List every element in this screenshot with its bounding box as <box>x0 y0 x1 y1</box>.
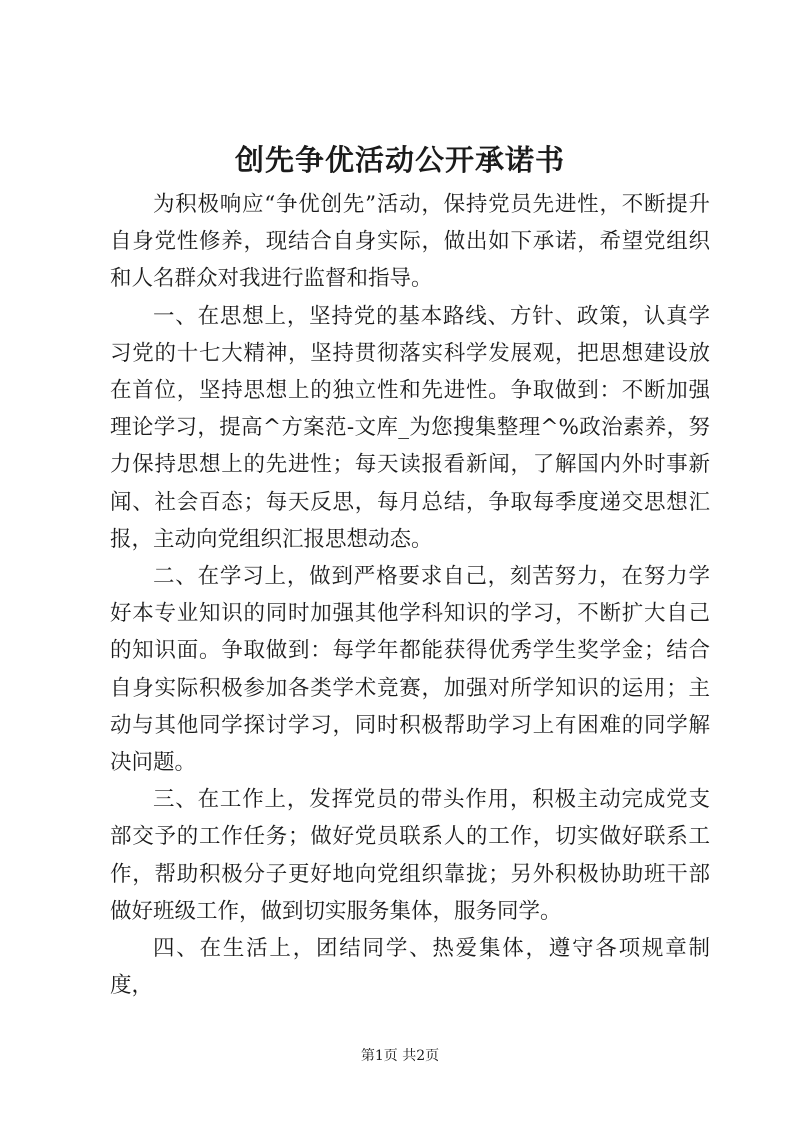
paragraph-study: 二、在学习上，做到严格要求自己，刻苦努力，在努力学好本专业知识的同时加强其他学科知识的学习，不断扩大自己的知识面。争取做到：每学年都能获得优秀学生奖学金；结合自身实际积极参加各类学术竞赛，加强对所学知识的运用；主动与其他同学探讨学习，同时积极帮助学习上有困难的同学解决问题。 <box>110 564 710 776</box>
paragraph-life: 四、在生活上，团结同学、热爱集体，遵守各项规章制度， <box>110 936 710 999</box>
document-title: 创先争优活动公开承诺书 <box>234 143 565 177</box>
page-number-footer: 第1页 共2页 <box>360 1048 440 1064</box>
paragraph-work: 三、在工作上，发挥党员的带头作用，积极主动完成党支部交予的工作任务；做好党员联系人的工作，切实做好联系工作，帮助积极分子更好地向党组织靠拢；另外积极协助班干部做好班级工作，做到切实服务集体，服务同学。 <box>110 787 710 924</box>
paragraph-intro: 为积极响应“争优创先”活动，保持党员先进性，不断提升自身党性修养，现结合自身实际，做出如下承诺，希望党组织和人名群众对我进行监督和指导。 <box>110 192 710 292</box>
document-body <box>110 186 710 1004</box>
paragraph-thought: 一、在思想上，坚持党的基本路线、方针、政策，认真学习党的十七大精神，坚持贯彻落实科学发展观，把思想建设放在首位，坚持思想上的独立性和先进性。争取做到：不断加强理论学习，提高^方案范-文库_为您搜集整理^%政治素养，努力保持思想上的先进性；每天读报看新闻，了解国内外时事新闻、社会百态；每天反思，每月总结，争取每季度递交思想汇报，主动向党组织汇报思想动态。 <box>110 303 710 552</box>
